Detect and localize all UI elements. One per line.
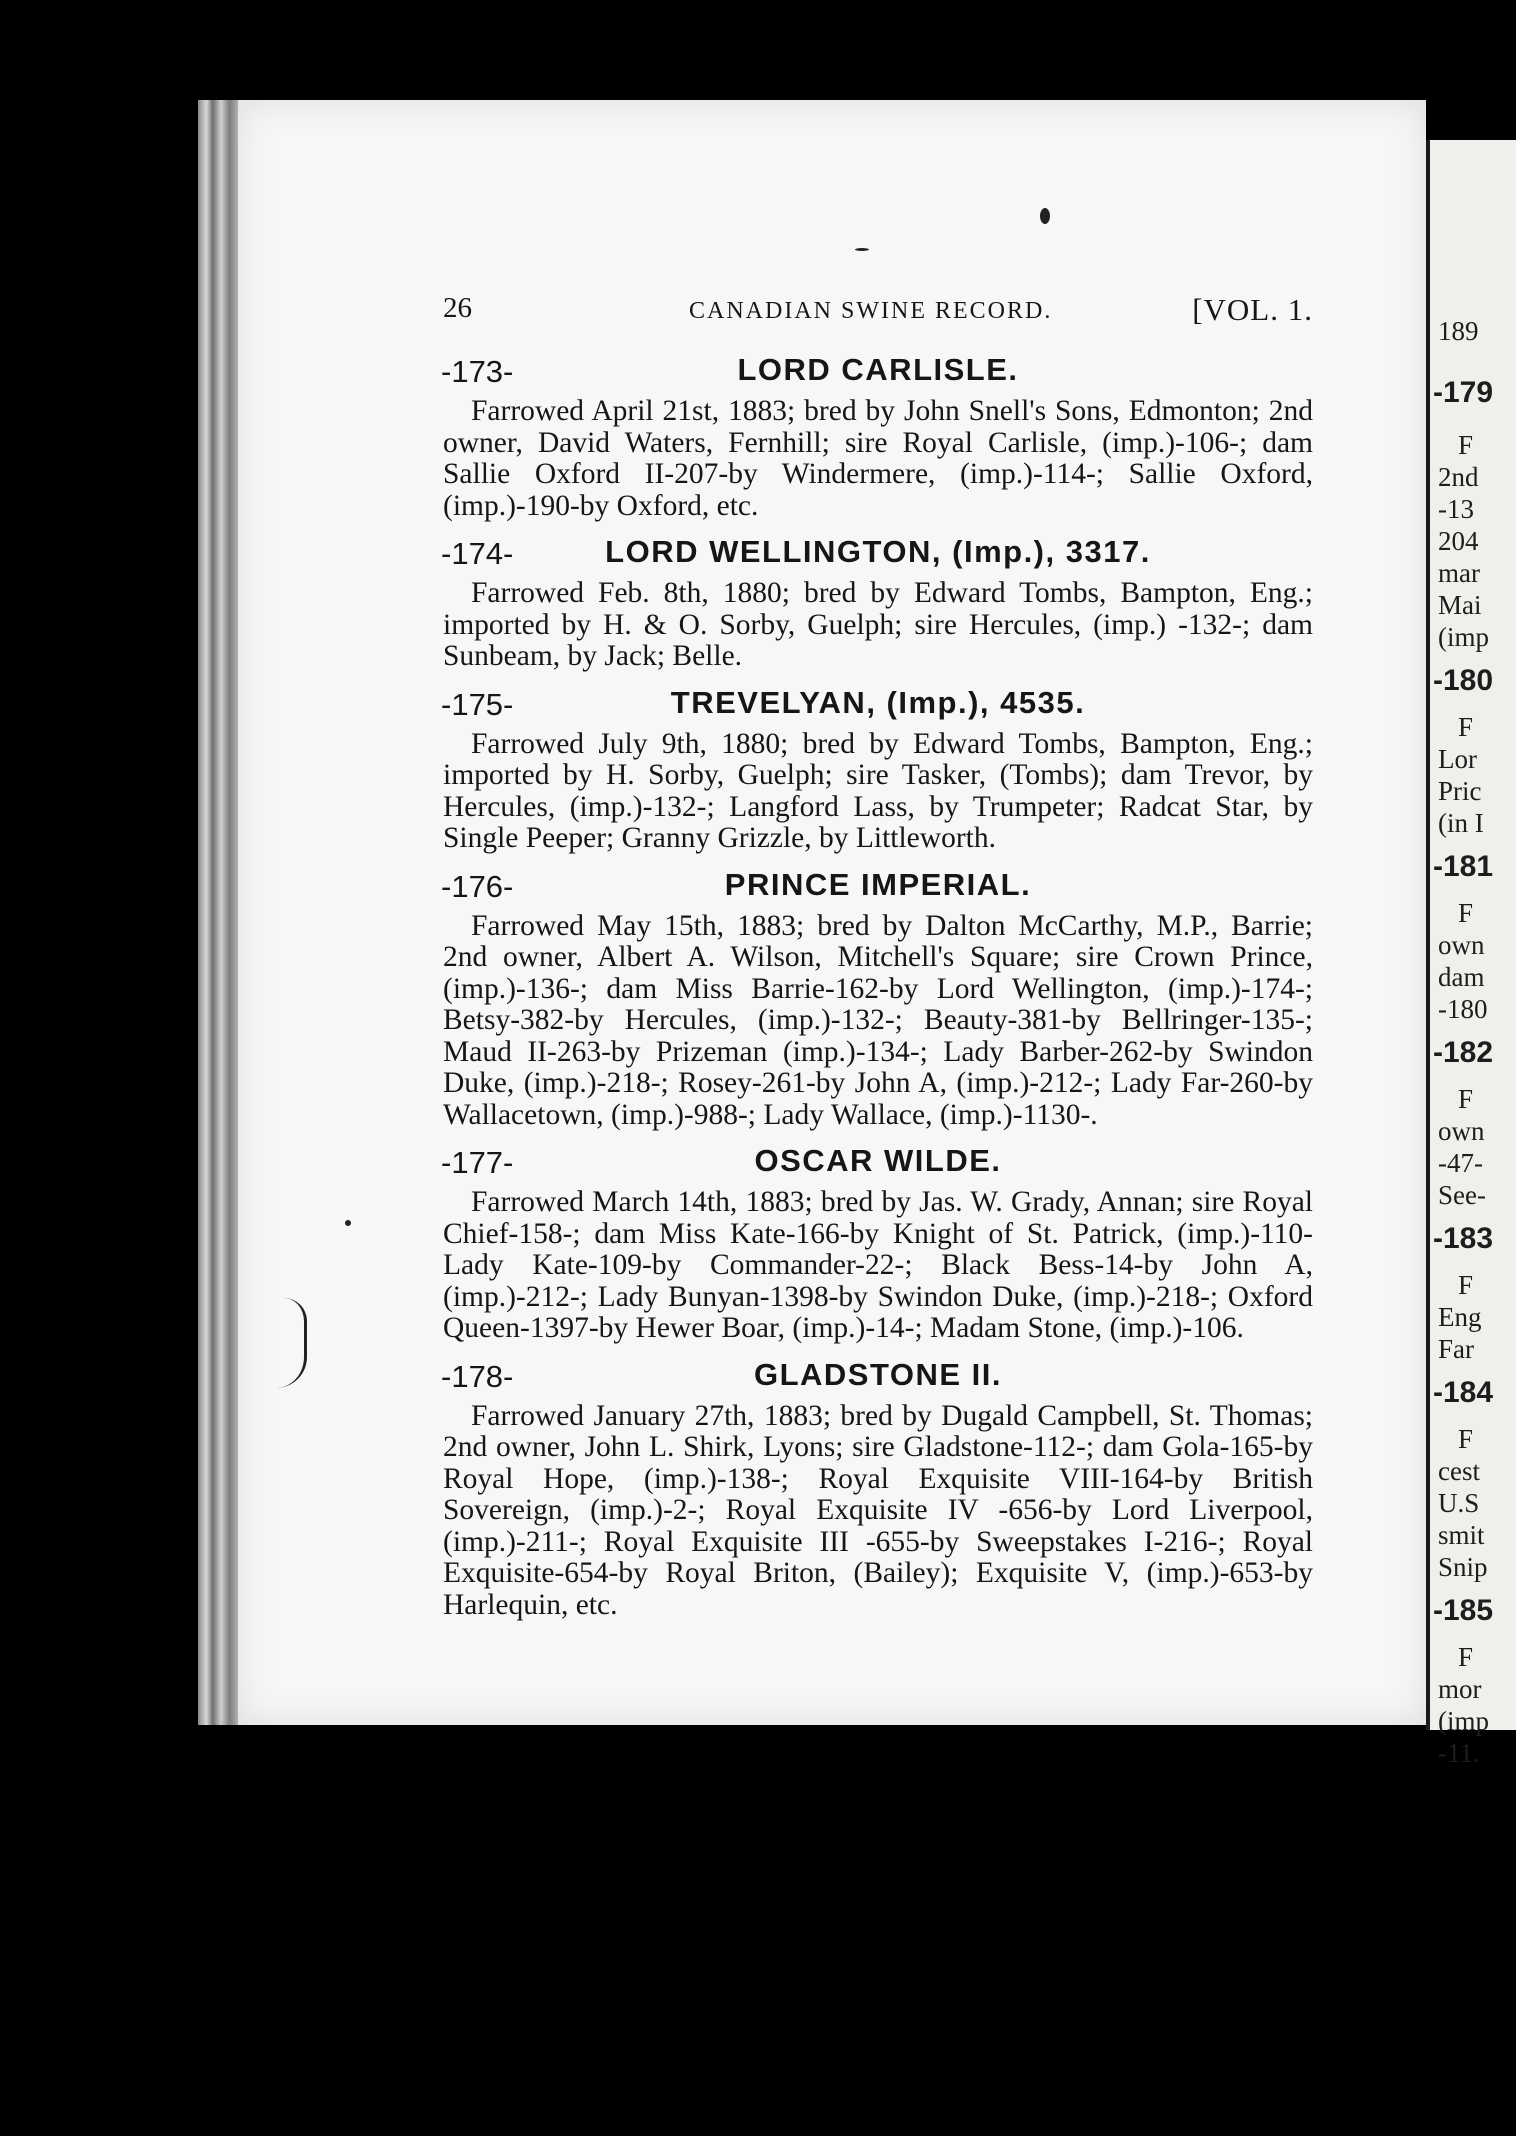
pedigree-entry (443, 683, 1313, 855)
running-title: CANADIAN SWINE RECORD. (689, 298, 1053, 324)
entry-number: -176- (441, 868, 514, 904)
sliver-line: Far (1438, 1334, 1474, 1364)
sliver-line: -184 (1433, 1376, 1494, 1409)
entry-name: TREVELYAN, (Imp.), 4535. (670, 684, 1086, 720)
sliver-line: U.S (1438, 1488, 1480, 1518)
entry-text: Farrowed March 14th, 1883; bred by Jas. W. Grady, Annan; sire Royal Chief-158-; dam Miss Kate-166-by Knight of St. Patrick, (imp.)-110- Lady Kate-109-by Commander-22-; Black Bess-14-by John A, (imp.)-212-; Lady Bunyan-1398-by Swindon Duke, (imp.)-218-; Oxford Queen-1397-by Hewer Boar, (imp.)-14-; Madam Stone, (imp.)-106. (443, 1186, 1313, 1344)
sliver-line: Pric (1438, 776, 1482, 806)
sliver-line: Snip (1438, 1552, 1488, 1582)
entry-text: Farrowed July 9th, 1880; bred by Edward Tombs, Bampton, Eng.; imported by H. Sorby, Guelph; sire Tasker, (Tombs); dam Trevor, by Hercules, (imp.)-132-; Langford Lass, by Trumpeter; Radcat Star, by Single Peeper; Granny Grizzle, by Littleworth. (443, 727, 1313, 854)
sliver-line: -11. (1438, 1738, 1480, 1768)
pedigree-entry (443, 1141, 1313, 1345)
entry-name: PRINCE IMPERIAL. (724, 866, 1032, 902)
sliver-line: 204 (1438, 526, 1479, 556)
sliver-line: -179 (1433, 376, 1494, 409)
sliver-line: own (1438, 930, 1485, 960)
sliver-line: Lor (1438, 744, 1477, 774)
page-number: 26 (443, 292, 472, 324)
sliver-line: -180 (1433, 664, 1494, 697)
sliver-line: F (1458, 712, 1474, 742)
scan-speck (855, 248, 869, 251)
book-binding (198, 100, 240, 1725)
sliver-line: mar (1438, 558, 1480, 588)
scan-speck (345, 1220, 351, 1226)
entry-text: Farrowed January 27th, 1883; bred by Dugald Campbell, St. Thomas; 2nd owner, John L. Shirk, Lyons; sire Gladstone-112-; dam Gola-165-by Royal Hope, (imp.)-138-; Royal Exquisite VIII-164-by British Sovereign, (imp.)-2-; Royal Exquisite IV -656-by Lord Liverpool, (imp.)-211-; Royal Exquisite III -655-by Sweepstakes I-216-; Royal Exquisite-654-by Royal Briton, (Bailey); Exquisite V, (imp.)-653-by Harlequin, etc. (443, 1399, 1313, 1621)
entry-text: Farrowed Feb. 8th, 1880; bred by Edward Tombs, Bampton, Eng.; imported by H. & O. Sorby, Guelph; sire Hercules, (imp.) -132-; dam Sunbeam, by Jack; Belle. (443, 577, 1313, 672)
sliver-line: F (1458, 430, 1474, 460)
entry-number: -174- (441, 536, 514, 571)
sliver-line: -185 (1433, 1594, 1494, 1627)
sliver-line: smit (1438, 1520, 1485, 1550)
scan-speck (1040, 208, 1050, 224)
sliver-line: F (1458, 1270, 1474, 1300)
sliver-line: -181 (1433, 850, 1494, 883)
entry-name: LORD WELLINGTON, (Imp.), 3317. (605, 534, 1151, 569)
sliver-line: (imp (1438, 622, 1489, 652)
sliver-line: -47- (1438, 1148, 1483, 1178)
sliver-line: F (1458, 1424, 1474, 1454)
entry-text: Farrowed April 21st, 1883; bred by John Snell's Sons, Edmonton; 2nd owner, David Waters, Fernhill; sire Royal Carlisle, (imp.)-106-; dam Sallie Oxford II-207-by Windermere, (imp.)-114-; Sallie Oxford, (imp.)-190-by Oxford, etc. (443, 395, 1313, 522)
entry-number: -175- (441, 686, 514, 722)
pedigree-entry (443, 1355, 1313, 1622)
next-page-sliver (1426, 140, 1516, 1768)
entry-name: GLADSTONE II. (753, 1356, 1002, 1392)
sliver-line: cest (1438, 1456, 1480, 1486)
sliver-line: See- (1438, 1180, 1486, 1210)
sliver-line: F (1458, 898, 1474, 928)
page-content (443, 292, 1313, 1631)
sliver-line: 189 (1438, 316, 1479, 346)
pedigree-entry (443, 865, 1313, 1132)
pedigree-entry (443, 532, 1313, 673)
sliver-line: 2nd (1438, 462, 1479, 492)
entry-number: -177- (441, 1145, 514, 1180)
sliver-line: F (1458, 1642, 1474, 1672)
entry-text: Farrowed May 15th, 1883; bred by Dalton McCarthy, M.P., Barrie; 2nd owner, Albert A. Wilson, Mitchell's Square; sire Crown Prince, (imp.)-136-; dam Miss Barrie-162-by Lord Wellington, (imp.)-174-; Betsy-382-by Hercules, (imp.)-132-; Beauty-381-by Bellringer-135-; Maud II-263-by Prizeman (imp.)-134-; Lady Barber-262-by Swindon Duke, (imp.)-218-; Rosey-261-by John A, (imp.)-212-; Lady Far-260-by Wallacetown, (imp.)-988-; Lady Wallace, (imp.)-1130-. (443, 909, 1313, 1131)
sliver-line: own (1438, 1116, 1485, 1146)
sliver-line: -182 (1433, 1036, 1494, 1069)
sliver-line: Mai (1438, 590, 1482, 620)
sliver-line: dam (1438, 962, 1485, 992)
pedigree-entry (443, 350, 1313, 522)
sliver-line: -13 (1438, 494, 1474, 524)
entry-number: -178- (441, 1358, 514, 1394)
sliver-line: -180 (1438, 994, 1488, 1024)
sliver-line: F (1458, 1084, 1474, 1114)
sliver-line: mor (1438, 1674, 1482, 1704)
entry-name: OSCAR WILDE. (754, 1143, 1002, 1178)
entry-name: LORD CARLISLE. (737, 352, 1019, 387)
sliver-line: -183 (1433, 1222, 1494, 1255)
running-head (443, 292, 1313, 332)
entry-number: -173- (441, 354, 514, 389)
sliver-line: (in I (1438, 808, 1484, 838)
sliver-line: Eng (1438, 1302, 1482, 1332)
sliver-line: (imp (1438, 1706, 1489, 1736)
volume-label: [VOL. 1. (1192, 292, 1313, 327)
